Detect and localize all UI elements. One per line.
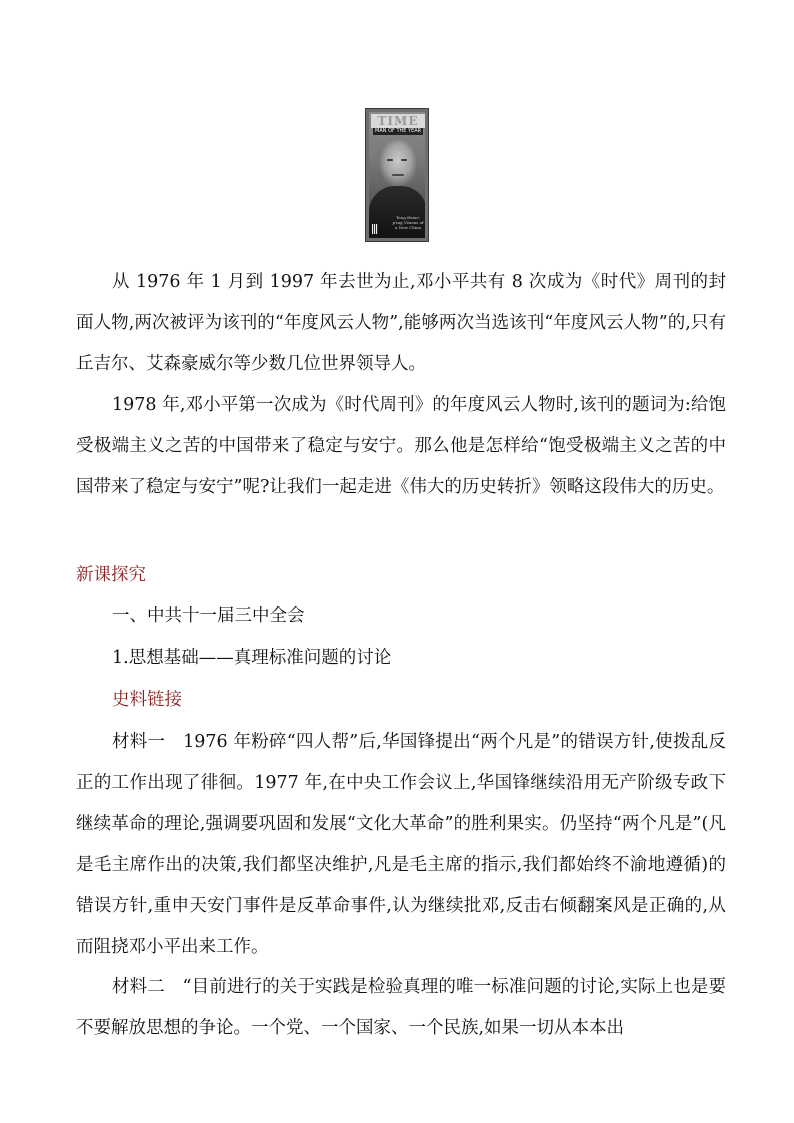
time-magazine-cover-image bbox=[365, 108, 429, 242]
material-2-paragraph: 材料二 “目前进行的关于实践是检验真理的唯一标准问题的讨论,实际上也是要不要解放思想的争论。一个党、一个国家、一个民族,如果一切从本本出 bbox=[76, 977, 726, 1038]
section-item-title: 1.思想基础——真理标准问题的讨论 bbox=[112, 648, 392, 668]
cover-banner: MAN OF THE YEAR bbox=[375, 128, 422, 134]
cover-photo bbox=[369, 112, 425, 238]
intro-paragraph-1: 从 1976 年 1 月到 1997 年去世为止,邓小平共有 8 次成为《时代》周刊的封面人物,两次被评为该刊的“年度风云人物”,能够两次当选该刊“年度风云人物”的,只有丘吉尔、艾森豪威尔等少数几位世界领导人。 bbox=[76, 272, 726, 374]
cover-masthead: TIME bbox=[371, 114, 425, 128]
section-heading: 新课探究 bbox=[76, 565, 146, 585]
cover-caption: Teng Hsiao-p'ing Visions of a New China bbox=[392, 215, 424, 230]
intro-paragraph-2: 1978 年,邓小平第一次成为《时代周刊》的年度风云人物时,该刊的题词为:给饱受极端主义之苦的中国带来了稳定与安宁。那么他是怎样给“饱受极端主义之苦的中国带来了稳定与安宁”呢?让我们一起走进《伟大的历史转折》领略这段伟大的历史。 bbox=[76, 395, 726, 497]
portrait-eye-left bbox=[387, 159, 393, 161]
cover-barcode bbox=[372, 224, 378, 234]
material-1-paragraph: 材料一 1976 年粉碎“四人帮”后,华国锋提出“两个凡是”的错误方针,使拨乱反正的工作出现了徘徊。1977 年,在中央工作会议上,华国锋继续沿用无产阶级专政下继续革命的理论,强调要巩固和发展“文化大革命”的胜利果实。仍坚持“两个凡是”(凡是毛主席作出的决策,我们都坚决维护,凡是毛主席的指示,我们都始终不渝地遵循)的错误方针,重申天安门事件是反革命事件,认为继续批邓,反击右倾翻案风是正确的,从而阻挠邓小平出来工作。 bbox=[76, 732, 726, 957]
portrait-face bbox=[378, 140, 418, 186]
section-subheading: 一、中共十一届三中全会 bbox=[112, 606, 305, 626]
portrait-eye-right bbox=[401, 159, 407, 161]
portrait-mouth bbox=[392, 174, 404, 176]
source-link-label: 史料链接 bbox=[112, 690, 182, 710]
